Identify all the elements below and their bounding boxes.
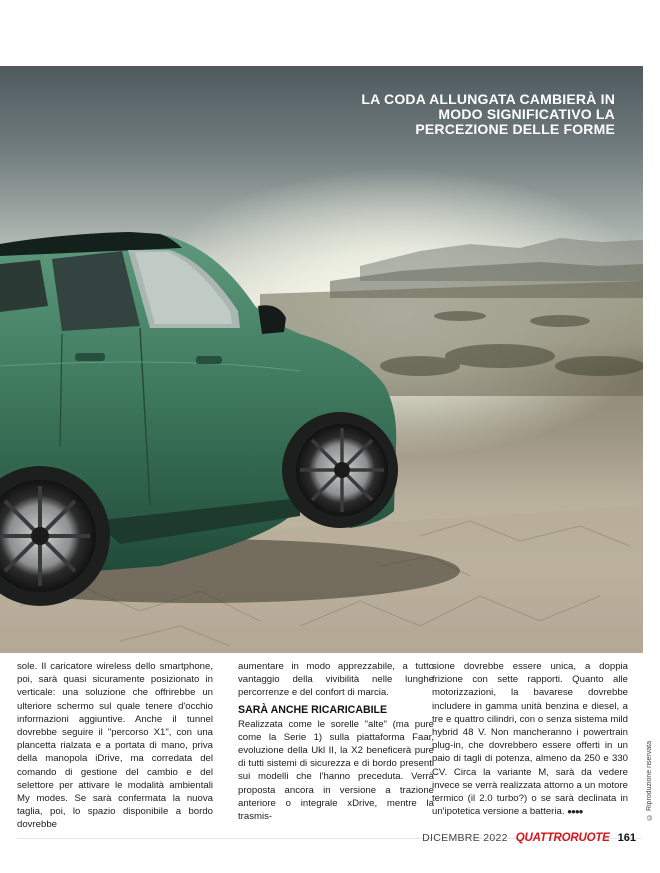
- column-2-intro: aumentare in modo apprezzabile, a tutto vantaggio della vivibilità nelle lunghe percorrenze e del confort di marcia.: [238, 661, 434, 699]
- column-3-text: [432, 660, 628, 818]
- page-footer: [422, 832, 636, 844]
- column-2-body: Realizzata come le sorelle "alte" (ma pure come la Serie 1) sulla piattaforma Faar, evoluzione della Ukl II, la X2 beneficerà pure di tutti sistemi di sicurezza e di bordo presenti sui modelli che l'hanno preceduta. Verrà proposta ancora in versione a trazione anteriore o integrale xDrive, mentre la trasmis-: [238, 718, 434, 823]
- copyright-note: © Riproduzione riservata: [646, 741, 653, 820]
- page-number: 161: [617, 832, 636, 844]
- car-photo-illustration: [0, 66, 643, 653]
- magazine-logo: QUATTRORUOTE: [515, 832, 610, 844]
- column-3-body: sione dovrebbe essere unica, a doppia frizione con sette rapporti. Quanto alle motorizzazioni, la bavarese dovrebbe includere in gamma unità benzina e diesel, a tre e quattro cilindri, con o senza sistema mild hybrid 48 V. Non mancheranno i powertrain plug-in, che dovrebbero essere offerti in un paio di tagli di potenza, almeno da 250 e 330 CV. Circa la variante M, sarà da vedere invece se verrà realizzata attorno a un motore termico (il 2.0 turbo?) o se sarà declinata in un'ipotetica versione a batteria.: [432, 661, 628, 818]
- section-heading: SARÀ ANCHE RICARICABILE: [238, 703, 388, 716]
- hero-photo: [0, 66, 643, 653]
- article-column-3: [432, 660, 628, 818]
- article-end-mark: ●●●●: [567, 807, 583, 817]
- article-column-1: [17, 660, 213, 832]
- issue-date: DICEMBRE 2022: [422, 832, 508, 844]
- column-1-text: sole. Il caricatore wireless dello smartphone, poi, sarà quasi sicuramente posizionato in verticale: una soluzione che offrirebbe un ulteriore schermo sul quale tenere d'occhio informazioni aggiuntive. Anche il tunnel dovrebbe seguire il "percorso X1", con una plancetta rialzata e a portata di mano, priva della manopola iDrive, ma corredata del comando di gestione del cambio e del selettore per attivare le modalità ambientali My modes. Se sarà confermata la nuova taglia, poi, lo spazio disponibile a bordo dovrebbe: [17, 661, 213, 831]
- photo-caption: LA CODA ALLUNGATA CAMBIERÀ IN MODO SIGNIFICATIVO LA PERCEZIONE DELLE FORME: [361, 91, 615, 137]
- article-column-2: [238, 660, 434, 823]
